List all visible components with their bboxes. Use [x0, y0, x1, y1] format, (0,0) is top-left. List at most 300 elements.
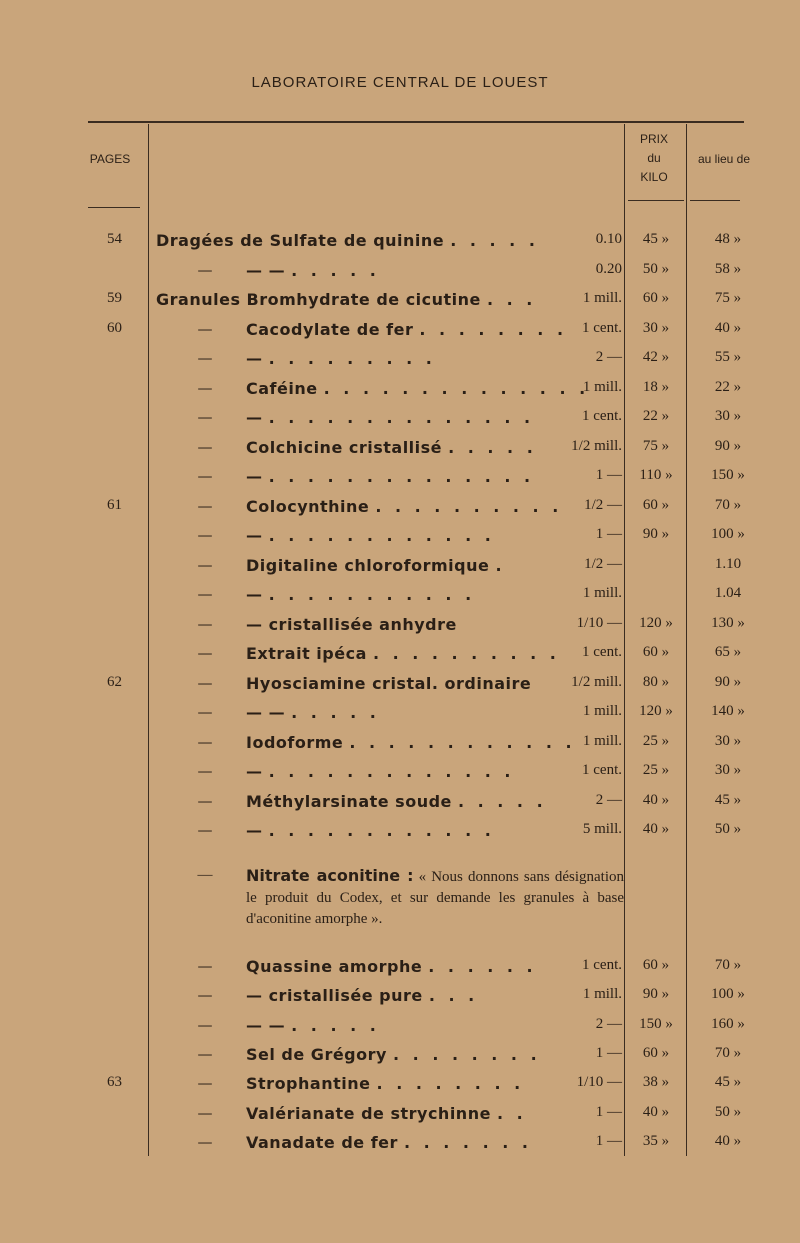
- product-name: [246, 986, 478, 1005]
- table-row: [0, 231, 800, 261]
- price-per-kilo: [628, 703, 684, 720]
- former-price-value: 58: [714, 260, 730, 277]
- product-label: Granules Bromhydrate de cicutine: [156, 290, 481, 309]
- price-per-kilo: [628, 957, 684, 974]
- former-price-value: 90: [714, 673, 730, 690]
- price-mark: »: [661, 231, 670, 247]
- former-price-mark: »: [733, 437, 742, 454]
- former-price-mark: »: [737, 986, 745, 1003]
- former-price-value: 45: [714, 791, 730, 808]
- dose: 1 mill.: [582, 986, 622, 1003]
- price-mark: »: [661, 437, 670, 454]
- price-per-kilo: [628, 526, 684, 543]
- former-price: [688, 556, 768, 573]
- ditto-dash: —: [197, 957, 213, 975]
- price-per-kilo: [628, 615, 684, 632]
- product-label: Extrait ipéca: [246, 644, 367, 663]
- page-number: 60: [107, 319, 122, 336]
- price-value: 60: [642, 957, 658, 973]
- page-number: 59: [107, 290, 122, 306]
- dose: 1 cent.: [582, 762, 622, 778]
- former-price: [688, 290, 768, 307]
- former-price: [688, 585, 768, 602]
- ditto-dash: —: [197, 260, 213, 279]
- product-name: [246, 762, 514, 781]
- former-price-value: 70: [714, 496, 730, 513]
- price-mark: »: [661, 762, 670, 778]
- leader-dots: . . . . . . . . . . . .: [268, 526, 495, 545]
- dose: 1/2 mill.: [571, 437, 622, 454]
- product-name: [246, 1045, 541, 1064]
- former-price-mark: »: [733, 496, 742, 513]
- price-mark: »: [661, 1074, 670, 1091]
- price-mark: »: [661, 732, 670, 749]
- ditto-dash: —: [197, 644, 213, 662]
- leader-dots: . . .: [486, 290, 537, 309]
- header-pages: PAGES: [89, 152, 131, 166]
- product-name: [246, 467, 534, 486]
- product-label: — cristallisée anhydre: [246, 614, 457, 634]
- header-price-line2: du: [647, 151, 661, 165]
- dose: 1/2 mill.: [571, 673, 622, 690]
- product-name: [246, 703, 380, 722]
- former-price: [688, 1074, 768, 1091]
- price-mark: »: [661, 791, 670, 808]
- price-value: 38: [642, 1074, 658, 1091]
- price-mark: »: [661, 1132, 670, 1149]
- former-price: [688, 792, 768, 809]
- dose: 1 mill.: [582, 290, 622, 306]
- former-price-value: 75: [714, 290, 730, 306]
- product-name: [246, 644, 560, 663]
- price-mark: »: [661, 319, 670, 336]
- page-number: 54: [107, 231, 122, 247]
- ditto-dash: —: [197, 762, 213, 780]
- former-price-mark: »: [733, 673, 742, 690]
- former-price: [688, 615, 768, 632]
- ditto-dash: —: [197, 496, 213, 515]
- leader-dots: . . . . . . . . . . .: [268, 585, 476, 604]
- dose: 1 —: [595, 1132, 622, 1149]
- leader-dots: . . . . . . . .: [393, 1044, 541, 1064]
- leader-dots: . . . . . . . . . . . . . .: [323, 378, 590, 398]
- former-price: [688, 957, 768, 974]
- product-name: [246, 1074, 524, 1093]
- price-mark: »: [665, 1015, 673, 1032]
- former-price-value: 100: [711, 526, 734, 542]
- dose: 1 —: [595, 1044, 622, 1061]
- leader-dots: . . . . . . . . . . . .: [268, 821, 495, 840]
- note-dash: —: [197, 867, 213, 883]
- product-label: Colocynthine: [246, 496, 370, 516]
- price-value: 42: [642, 349, 658, 365]
- dose: 1 —: [595, 1103, 622, 1120]
- former-price-mark: »: [733, 378, 742, 395]
- ditto-dash: —: [197, 1132, 213, 1151]
- former-price-mark: »: [733, 1103, 742, 1120]
- product-label: —: [246, 585, 263, 604]
- dose: 1/10 —: [576, 1074, 622, 1091]
- former-price: [688, 986, 768, 1003]
- table-row: [0, 703, 800, 733]
- table-row: [0, 379, 800, 409]
- price-mark: »: [661, 673, 670, 690]
- former-price-value: 1.10: [714, 555, 742, 572]
- ditto-dash: —: [197, 555, 213, 574]
- product-label: Quassine amorphe: [246, 957, 423, 976]
- ditto-dash: —: [197, 526, 213, 544]
- price-value: 60: [642, 1044, 658, 1061]
- former-price-value: 30: [714, 732, 730, 749]
- price-mark: »: [661, 526, 670, 542]
- dose: 5 mill.: [582, 821, 622, 837]
- former-price: [688, 379, 768, 396]
- price-value: 80: [642, 673, 658, 690]
- ditto-dash: —: [197, 986, 213, 1005]
- product-name: [246, 320, 567, 339]
- leader-dots: . . . . . . . . . . . . . .: [268, 467, 535, 486]
- price-mark: »: [661, 957, 670, 973]
- leader-dots: . . . . .: [291, 703, 380, 722]
- former-price-mark: »: [733, 762, 742, 778]
- ditto-dash: —: [197, 791, 213, 810]
- price-value: 18: [642, 378, 658, 395]
- price-mark: »: [661, 260, 670, 277]
- former-price-value: 40: [714, 1132, 730, 1149]
- former-price-mark: »: [733, 319, 742, 336]
- former-price-value: 40: [714, 319, 730, 336]
- product-name: [156, 231, 539, 250]
- former-price: [688, 1133, 768, 1150]
- former-price-value: 55: [714, 349, 730, 365]
- note-paragraph: [197, 865, 624, 930]
- former-price-value: 150: [711, 467, 734, 483]
- price-mark: »: [665, 467, 673, 483]
- table-row: [0, 1045, 800, 1075]
- price-per-kilo: [628, 497, 684, 514]
- product-name: [246, 556, 506, 575]
- former-price-value: 100: [711, 986, 734, 1003]
- dose: 1/2 —: [584, 555, 622, 572]
- product-label: —: [246, 349, 263, 368]
- leader-dots: .: [495, 555, 506, 575]
- product-name: [246, 261, 380, 280]
- product-name: [246, 1133, 532, 1152]
- dose: 1 cent.: [582, 408, 622, 424]
- dose: 0.10: [595, 231, 622, 247]
- product-label: —: [246, 408, 263, 427]
- price-per-kilo: [628, 733, 684, 750]
- ditto-dash: —: [197, 703, 213, 721]
- price-mark: »: [661, 1103, 670, 1120]
- former-price-mark: »: [737, 703, 745, 719]
- header-price-line3: KILO: [640, 170, 668, 184]
- price-per-kilo: [628, 762, 684, 779]
- table-row: [0, 821, 800, 851]
- product-label: — —: [246, 1015, 286, 1035]
- header-instead: au lieu de: [697, 152, 751, 166]
- note-text: « Nous donnons sans désignation le produit du Codex, et sur demande les granules à base d'aconitine amorphe ».: [246, 869, 624, 927]
- product-label: —: [246, 526, 263, 545]
- product-name: [246, 1016, 380, 1035]
- former-price: [688, 526, 768, 543]
- former-price: [688, 703, 768, 720]
- price-per-kilo: [628, 1045, 684, 1062]
- price-mark: »: [661, 496, 670, 513]
- product-name: [246, 674, 531, 693]
- dose: 1 cent.: [582, 644, 622, 660]
- former-price-mark: »: [733, 1044, 742, 1061]
- former-price-value: 140: [711, 703, 734, 719]
- table-row: [0, 792, 800, 822]
- product-name: [246, 526, 495, 545]
- product-label: Caféine: [246, 378, 318, 398]
- price-per-kilo: [628, 1133, 684, 1150]
- table-row: [0, 644, 800, 674]
- price-value: 120: [639, 614, 662, 631]
- price-value: 90: [642, 526, 658, 542]
- former-price-value: 90: [714, 437, 730, 454]
- table-row: [0, 986, 800, 1016]
- price-mark: »: [661, 644, 670, 660]
- header-price-line1: PRIX: [639, 132, 668, 146]
- product-label: Vanadate de fer: [246, 1132, 398, 1152]
- former-price-mark: »: [733, 231, 742, 247]
- price-value: 40: [642, 1103, 658, 1120]
- ditto-dash: —: [197, 673, 213, 692]
- product-label: — —: [246, 260, 286, 280]
- note-title: Nitrate aconitine :: [246, 866, 414, 885]
- price-value: 60: [642, 644, 658, 660]
- leader-dots: . . . . .: [291, 1015, 380, 1035]
- price-per-kilo: [628, 320, 684, 337]
- table-row: [0, 438, 800, 468]
- product-label: Méthylarsinate soude: [246, 791, 452, 811]
- ditto-dash: —: [197, 408, 213, 426]
- running-head: LABORATOIRE CENTRAL DE LOUEST: [251, 74, 549, 91]
- product-name: [246, 438, 537, 457]
- former-price-mark: »: [733, 1074, 742, 1091]
- price-value: 50: [642, 260, 658, 277]
- former-price-value: 160: [711, 1015, 734, 1032]
- price-value: 110: [639, 467, 662, 483]
- leader-dots: . . . . . . . . . .: [375, 496, 563, 516]
- product-name: [156, 290, 536, 309]
- price-mark: »: [661, 349, 670, 365]
- table-row: [0, 320, 800, 350]
- ditto-dash: —: [197, 1044, 213, 1063]
- former-price-value: 70: [714, 1044, 730, 1061]
- ditto-dash: —: [197, 1074, 213, 1093]
- table-row: [0, 408, 800, 438]
- dose: 2 —: [595, 791, 622, 808]
- dose: 1 mill.: [582, 732, 622, 749]
- dose: 2 —: [595, 1015, 622, 1032]
- price-per-kilo: [628, 261, 684, 278]
- dose: 1 cent.: [582, 957, 622, 973]
- product-label: Cacodylate de fer: [246, 319, 414, 339]
- former-price-value: 22: [714, 378, 730, 395]
- price-per-kilo: [628, 467, 684, 484]
- former-price: [688, 733, 768, 750]
- page-number: 62: [107, 673, 122, 690]
- former-price-value: 50: [714, 1103, 730, 1120]
- price-per-kilo: [628, 231, 684, 248]
- price-per-kilo: [628, 1016, 684, 1033]
- dose: 1 mill.: [582, 703, 622, 719]
- price-per-kilo: [628, 792, 684, 809]
- former-price: [688, 821, 768, 838]
- table-row: [0, 290, 800, 320]
- former-price: [688, 1045, 768, 1062]
- leader-dots: . . . . .: [291, 260, 380, 280]
- price-value: 75: [642, 437, 658, 454]
- ditto-dash: —: [197, 349, 213, 367]
- price-value: 120: [639, 703, 662, 719]
- product-name: [246, 408, 534, 427]
- former-price: [688, 231, 768, 248]
- product-name: [246, 821, 495, 840]
- page-number: 63: [107, 1074, 122, 1091]
- former-price: [688, 1016, 768, 1033]
- product-label: Hyosciamine cristal. ordinaire: [246, 673, 532, 693]
- dose: 0.20: [595, 260, 622, 277]
- header-rule-instead: [690, 200, 740, 201]
- price-value: 150: [639, 1015, 662, 1032]
- price-mark: »: [661, 408, 670, 424]
- price-mark: »: [665, 614, 673, 631]
- product-label: Iodoforme: [246, 732, 344, 752]
- table-row: [0, 349, 800, 379]
- leader-dots: . . . . . .: [428, 957, 537, 976]
- product-label: —: [246, 821, 263, 840]
- dose: 1 —: [595, 467, 622, 483]
- former-price-value: 65: [714, 644, 730, 660]
- price-value: 40: [642, 821, 658, 837]
- former-price-mark: »: [733, 349, 742, 365]
- former-price-value: 45: [714, 1074, 730, 1091]
- dose: 1 —: [595, 526, 622, 542]
- table-row: [0, 1074, 800, 1104]
- price-per-kilo: [628, 379, 684, 396]
- leader-dots: . . . . . . . .: [376, 1074, 525, 1094]
- former-price-mark: »: [733, 644, 742, 660]
- ditto-dash: —: [197, 437, 213, 456]
- header-rule-pages: [88, 207, 140, 208]
- price-value: 25: [642, 762, 658, 778]
- product-label: Valérianate de strychinne: [246, 1103, 491, 1123]
- former-price: [688, 1104, 768, 1121]
- price-per-kilo: [628, 1104, 684, 1121]
- price-mark: »: [661, 1044, 670, 1061]
- former-price: [688, 674, 768, 691]
- former-price-mark: »: [737, 526, 745, 542]
- product-label: Strophantine: [246, 1074, 371, 1094]
- ditto-dash: —: [197, 1015, 213, 1034]
- product-name: [246, 585, 475, 604]
- price-per-kilo: [628, 408, 684, 425]
- dose: 1 cent.: [582, 319, 622, 336]
- price-mark: »: [665, 703, 673, 719]
- ditto-dash: —: [197, 319, 213, 338]
- price-per-kilo: [628, 674, 684, 691]
- table-row: [0, 1104, 800, 1134]
- ditto-dash: —: [197, 378, 213, 397]
- price-per-kilo: [628, 644, 684, 661]
- former-price-value: 1.04: [714, 585, 742, 601]
- price-mark: »: [661, 378, 670, 395]
- product-label: Dragées de Sulfate de quinine: [156, 231, 445, 250]
- former-price-mark: »: [733, 957, 742, 973]
- product-label: Colchicine cristallisé: [246, 437, 443, 457]
- former-price: [688, 261, 768, 278]
- leader-dots: . . . . . . .: [403, 1132, 532, 1152]
- leader-dots: . . . . .: [457, 791, 547, 811]
- price-value: 25: [642, 732, 658, 749]
- dose: 1/10 —: [576, 614, 622, 631]
- former-price-mark: »: [737, 1015, 745, 1032]
- table-row: [0, 1016, 800, 1046]
- product-label: Sel de Grégory: [246, 1044, 387, 1064]
- price-value: 60: [642, 290, 658, 306]
- product-label: —: [246, 762, 263, 781]
- former-price-mark: »: [733, 821, 742, 837]
- table-row: [0, 556, 800, 586]
- product-name: [246, 615, 457, 634]
- product-label: — —: [246, 703, 286, 722]
- ditto-dash: —: [197, 467, 213, 485]
- ditto-dash: —: [197, 585, 213, 603]
- product-label: — cristallisée pure: [246, 986, 423, 1006]
- leader-dots: . . . . . . . . .: [268, 349, 436, 368]
- price-mark: »: [661, 290, 670, 306]
- price-per-kilo: [628, 1074, 684, 1091]
- price-per-kilo: [628, 290, 684, 307]
- former-price-value: 130: [711, 614, 734, 631]
- price-mark: »: [661, 821, 670, 837]
- price-value: 60: [642, 496, 658, 513]
- product-name: [246, 792, 547, 811]
- product-label: Digitaline chloroformique: [246, 555, 490, 575]
- former-price-value: 30: [714, 762, 730, 778]
- dose: 1 mill.: [582, 378, 622, 395]
- former-price: [688, 320, 768, 337]
- product-name: [246, 349, 436, 368]
- leader-dots: . . . . . . . . . . . . . .: [268, 408, 535, 427]
- table-row: [0, 1133, 800, 1163]
- price-value: 40: [642, 791, 658, 808]
- price-value: 90: [642, 986, 658, 1003]
- former-price-value: 70: [714, 957, 730, 973]
- former-price-mark: »: [733, 408, 742, 424]
- price-value: 30: [642, 319, 658, 336]
- former-price-mark: »: [733, 290, 742, 306]
- product-label: —: [246, 467, 263, 486]
- dose: 1 mill.: [582, 585, 622, 601]
- table-row: [0, 762, 800, 792]
- price-per-kilo: [628, 349, 684, 366]
- product-name: [246, 497, 562, 516]
- ditto-dash: —: [197, 821, 213, 839]
- header-price: [624, 130, 684, 187]
- table-row: [0, 585, 800, 615]
- leader-dots: . .: [497, 1103, 527, 1123]
- former-price-mark: »: [733, 791, 742, 808]
- dose: 1/2 —: [584, 496, 622, 513]
- former-price: [688, 644, 768, 661]
- table-row: [0, 957, 800, 987]
- price-per-kilo: [628, 821, 684, 838]
